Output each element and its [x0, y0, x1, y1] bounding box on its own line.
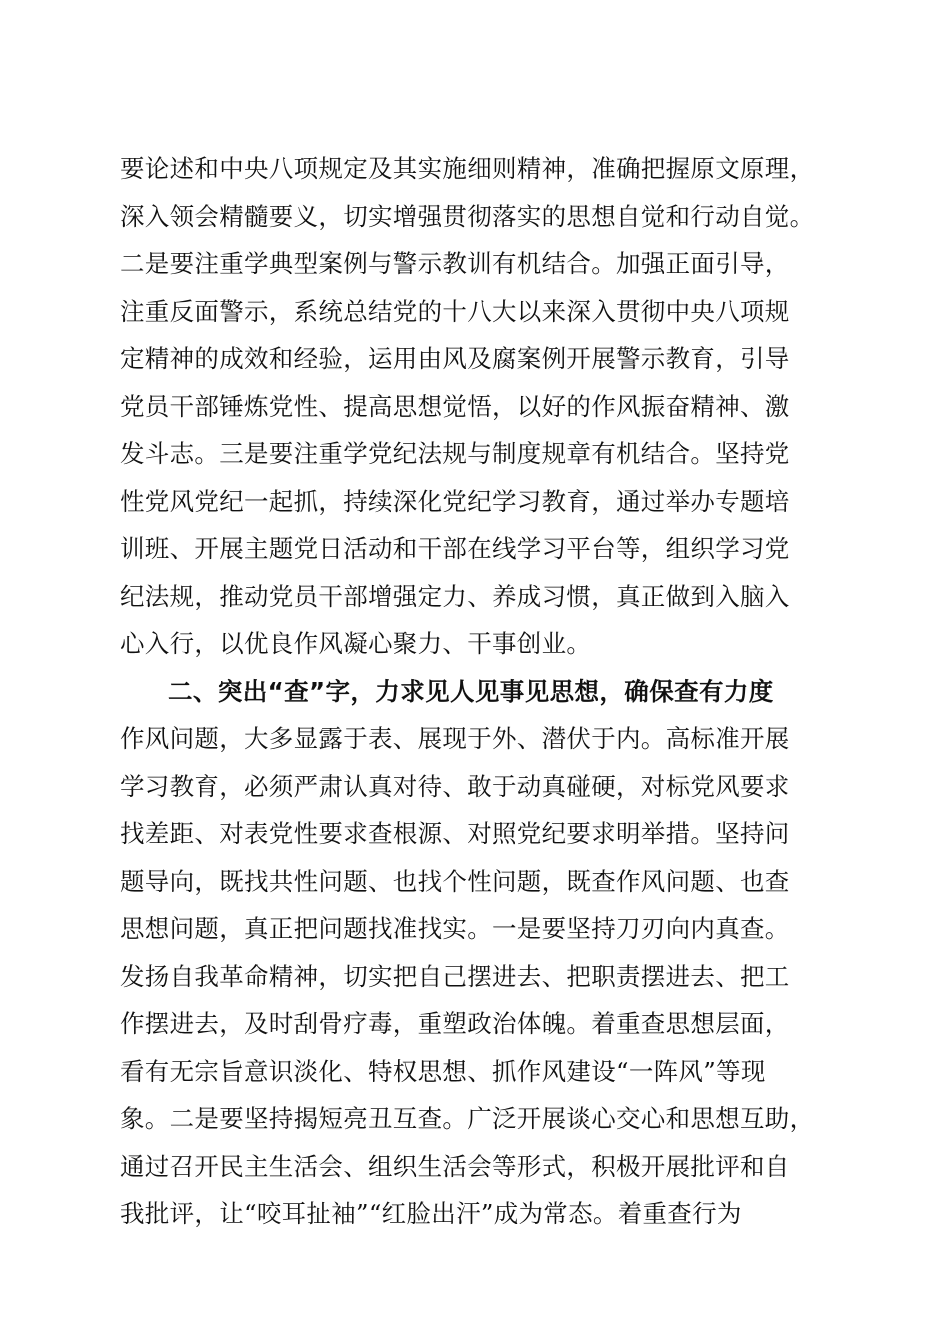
text-line: 通过召开民主生活会、组织生活会等形式，积极开展批评和自 — [120, 1151, 790, 1181]
text-line: 注重反面警示，系统总结党的十八大以来深入贯彻中央八项规 — [120, 296, 790, 326]
text-line: 深入领会精髓要义，切实增强贯彻落实的思想自觉和行动自觉。 — [120, 201, 815, 231]
text-line: 定精神的成效和经验，运用由风及腐案例开展警示教育，引导 — [120, 344, 790, 373]
text-line: 作摆进去，及时刮骨疗毒，重塑政治体魄。着重查思想层面， — [120, 1009, 790, 1038]
text-line: 心入行，以优良作风凝心聚力、干事创业。 — [120, 629, 592, 658]
text-line: 我批评，让“咬耳扯袖”“红脸出汗”成为常态。着重查行为 — [120, 1199, 742, 1228]
text-line: 要论述和中央八项规定及其实施细则精神，准确把握原文原理， — [120, 154, 815, 183]
body-text — [120, 145, 840, 1238]
text-line: 题导向，既找共性问题、也找个性问题，既查作风问题、也查 — [120, 866, 790, 896]
text-line: 作风问题，大多显露于表、展现于外、潜伏于内。高标准开展 — [120, 724, 790, 753]
text-line: 性党风党纪一起抓，持续深化党纪学习教育，通过举办专题培 — [120, 486, 790, 516]
section-heading: 二、突出“查”字，力求见人见事见思想，确保查有力度 — [168, 676, 774, 706]
text-line: 看有无宗旨意识淡化、特权思想、抓作风建设“一阵风”等现 — [120, 1056, 766, 1086]
text-line: 象。二是要坚持揭短亮丑互查。广泛开展谈心交心和思想互助， — [120, 1104, 815, 1133]
text-line: 训班、开展主题党日活动和干部在线学习平台等，组织学习党 — [120, 534, 790, 563]
text-line: 发扬自我革命精神，切实把自己摆进去、把职责摆进去、把工 — [120, 961, 790, 991]
text-line: 思想问题，真正把问题找准找实。一是要坚持刀刃向内真查。 — [120, 914, 790, 943]
text-line: 发斗志。三是要注重学党纪法规与制度规章有机结合。坚持党 — [120, 439, 790, 468]
text-line: 找差距、对表党性要求查根源、对照党纪要求明举措。坚持问 — [120, 819, 790, 848]
text-line: 纪法规，推动党员干部增强定力、养成习惯，真正做到入脑入 — [120, 581, 790, 611]
text-line: 学习教育，必须严肃认真对待、敢于动真碰硬，对标党风要求 — [120, 771, 790, 801]
text-line: 党员干部锤炼党性、提高思想觉悟，以好的作风振奋精神、激 — [120, 391, 790, 421]
text-line: 二是要注重学典型案例与警示教训有机结合。加强正面引导， — [120, 249, 790, 278]
